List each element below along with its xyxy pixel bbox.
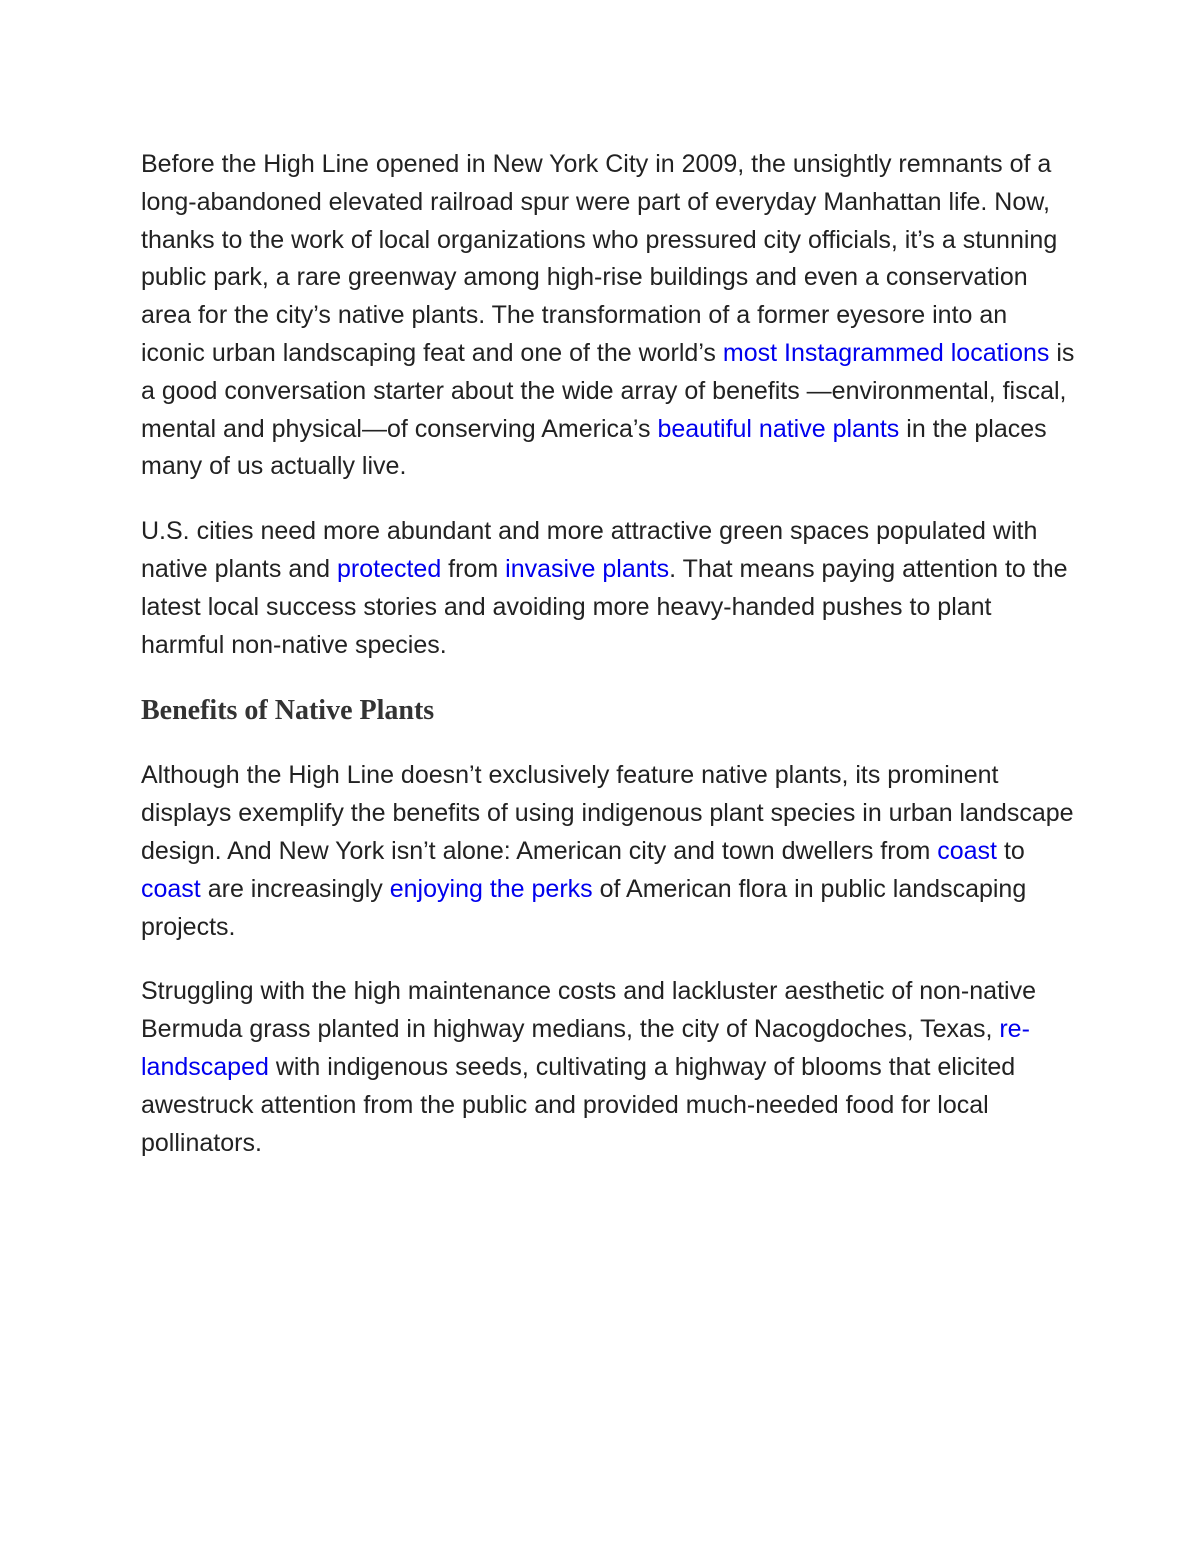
- paragraph-text: of American flora in public landscaping projects.: [141, 874, 1027, 941]
- link-beautiful-native-plants[interactable]: beautiful native plants: [657, 414, 900, 443]
- paragraph-benefits: [141, 757, 1076, 946]
- paragraph-text: Although the High Line doesn’t exclusively feature native plants, its prominent displays exemplify the benefits of using indigenous plant species in urban landscape design. And New York isn’t alone: American city and town dwellers from: [141, 761, 1074, 865]
- link-coast-2[interactable]: coast: [141, 874, 201, 903]
- paragraph-text: to: [997, 836, 1025, 865]
- paragraph-text: Struggling with the high maintenance costs and lackluster aesthetic of non-native Bermuda grass planted in highway medians, the city of Nacogdoches, Texas,: [141, 977, 1036, 1044]
- link-invasive-plants[interactable]: invasive plants: [505, 554, 670, 583]
- link-enjoying-the-perks[interactable]: enjoying the perks: [389, 874, 593, 903]
- paragraph-high-line-intro: [141, 146, 1076, 486]
- paragraph-text: Before the High Line opened in New York City in 2009, the unsightly remnants of a long-abandoned elevated railroad spur were part of everyday Manhattan life. Now, thanks to the work of local organizations who pressured city officials, it’s a stunning public park, a rare greenway among high-rise buildings and even a conservation area for the city’s native plants. The transformation of a former eyesore into an iconic urban landscaping feat and one of the world’s: [141, 150, 1058, 367]
- paragraph-text: are increasingly: [200, 874, 390, 903]
- paragraph-text: . That means paying attention to the latest local success stories and avoiding more heavy-handed pushes to plant harmful non-native species.: [141, 554, 1068, 659]
- link-protected[interactable]: protected: [336, 554, 442, 583]
- paragraph-text: U.S. cities need more abundant and more attractive green spaces populated with native plants and: [141, 517, 1038, 583]
- section-heading: Benefits of Native Plants: [141, 695, 435, 727]
- paragraph-nacogdoches: [141, 973, 1076, 1162]
- link-most-instagrammed-locations[interactable]: most Instagrammed locations: [722, 338, 1050, 367]
- link-re-landscaped[interactable]: re-landscaped: [141, 1015, 1030, 1081]
- paragraph-text: is a good conversation starter about the wide array of benefits —environmental, fiscal, mental and physical—of conserving America’s: [141, 338, 1075, 443]
- paragraph-text: from: [441, 554, 506, 583]
- paragraph-green-spaces: [141, 513, 1076, 664]
- paragraph-text: in the places many of us actually live.: [141, 414, 1047, 481]
- document-body: [141, 146, 1076, 1162]
- paragraph-text: with indigenous seeds, cultivating a highway of blooms that elicited awestruck attention from the public and provided much-needed food for local pollinators.: [141, 1052, 1016, 1157]
- link-coast-1[interactable]: coast: [937, 836, 998, 865]
